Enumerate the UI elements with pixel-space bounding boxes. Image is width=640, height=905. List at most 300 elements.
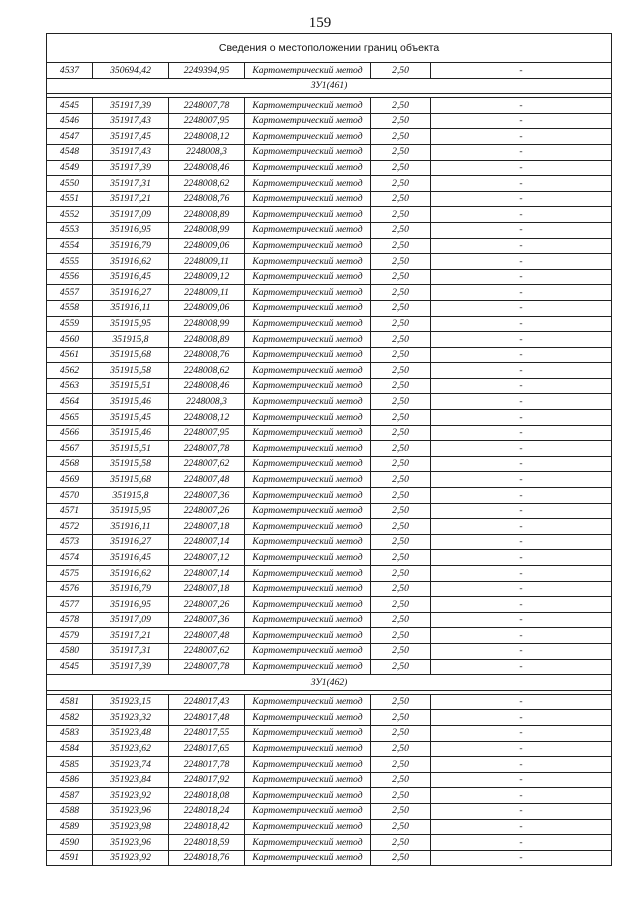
point-number-cell: 4591 bbox=[47, 850, 93, 866]
table-row bbox=[47, 363, 612, 379]
accuracy-cell: 2,50 bbox=[371, 519, 431, 535]
point-number-cell: 4563 bbox=[47, 378, 93, 394]
accuracy-cell: 2,50 bbox=[371, 332, 431, 348]
description-cell: - bbox=[431, 160, 612, 176]
x-coordinate-cell: 351923,62 bbox=[93, 741, 169, 757]
point-number-cell: 4546 bbox=[47, 113, 93, 129]
x-coordinate-cell: 351917,39 bbox=[93, 160, 169, 176]
table-row bbox=[47, 503, 612, 519]
y-coordinate-cell: 2248008,12 bbox=[169, 129, 245, 145]
accuracy-cell: 2,50 bbox=[371, 628, 431, 644]
description-cell: - bbox=[431, 144, 612, 160]
accuracy-cell: 2,50 bbox=[371, 316, 431, 332]
description-cell: - bbox=[431, 332, 612, 348]
point-number-cell: 4582 bbox=[47, 710, 93, 726]
accuracy-cell: 2,50 bbox=[371, 659, 431, 675]
description-cell: - bbox=[431, 550, 612, 566]
description-cell: - bbox=[431, 98, 612, 114]
accuracy-cell: 2,50 bbox=[371, 347, 431, 363]
point-number-cell: 4577 bbox=[47, 597, 93, 613]
point-number-cell: 4569 bbox=[47, 472, 93, 488]
description-cell: - bbox=[431, 659, 612, 675]
method-cell: Картометрический метод bbox=[245, 191, 371, 207]
method-cell: Картометрический метод bbox=[245, 285, 371, 301]
description-cell: - bbox=[431, 757, 612, 773]
description-cell: - bbox=[431, 63, 612, 79]
y-coordinate-cell: 2248007,78 bbox=[169, 441, 245, 457]
method-cell: Картометрический метод bbox=[245, 300, 371, 316]
point-number-cell: 4588 bbox=[47, 803, 93, 819]
point-number-cell: 4555 bbox=[47, 254, 93, 270]
description-cell: - bbox=[431, 519, 612, 535]
table-row bbox=[47, 300, 612, 316]
point-number-cell: 4580 bbox=[47, 643, 93, 659]
accuracy-cell: 2,50 bbox=[371, 725, 431, 741]
x-coordinate-cell: 351916,27 bbox=[93, 534, 169, 550]
table-row bbox=[47, 129, 612, 145]
point-number-cell: 4550 bbox=[47, 176, 93, 192]
point-number-cell: 4565 bbox=[47, 410, 93, 426]
point-number-cell: 4570 bbox=[47, 488, 93, 504]
description-cell: - bbox=[431, 788, 612, 804]
y-coordinate-cell: 2248017,55 bbox=[169, 725, 245, 741]
accuracy-cell: 2,50 bbox=[371, 772, 431, 788]
accuracy-cell: 2,50 bbox=[371, 378, 431, 394]
y-coordinate-cell: 2248008,89 bbox=[169, 207, 245, 223]
table-row bbox=[47, 566, 612, 582]
method-cell: Картометрический метод bbox=[245, 581, 371, 597]
accuracy-cell: 2,50 bbox=[371, 757, 431, 773]
y-coordinate-cell: 2248007,12 bbox=[169, 550, 245, 566]
method-cell: Картометрический метод bbox=[245, 757, 371, 773]
table-row bbox=[47, 176, 612, 192]
y-coordinate-cell: 2248009,11 bbox=[169, 285, 245, 301]
x-coordinate-cell: 351916,45 bbox=[93, 269, 169, 285]
table-row bbox=[47, 694, 612, 710]
point-number-cell: 4567 bbox=[47, 441, 93, 457]
y-coordinate-cell: 2248007,95 bbox=[169, 425, 245, 441]
accuracy-cell: 2,50 bbox=[371, 803, 431, 819]
description-cell: - bbox=[431, 238, 612, 254]
table-row bbox=[47, 835, 612, 851]
y-coordinate-cell: 2248008,62 bbox=[169, 363, 245, 379]
table-row bbox=[47, 643, 612, 659]
y-coordinate-cell: 2248017,48 bbox=[169, 710, 245, 726]
method-cell: Картометрический метод bbox=[245, 643, 371, 659]
description-cell: - bbox=[431, 725, 612, 741]
accuracy-cell: 2,50 bbox=[371, 612, 431, 628]
method-cell: Картометрический метод bbox=[245, 503, 371, 519]
section-label: ЗУ1(462) bbox=[47, 675, 612, 691]
table-title: Сведения о местоположении границ объекта bbox=[47, 34, 612, 63]
point-number-cell: 4579 bbox=[47, 628, 93, 644]
method-cell: Картометрический метод bbox=[245, 441, 371, 457]
x-coordinate-cell: 351915,95 bbox=[93, 316, 169, 332]
accuracy-cell: 2,50 bbox=[371, 222, 431, 238]
method-cell: Картометрический метод bbox=[245, 710, 371, 726]
method-cell: Картометрический метод bbox=[245, 456, 371, 472]
y-coordinate-cell: 2248007,62 bbox=[169, 456, 245, 472]
point-number-cell: 4564 bbox=[47, 394, 93, 410]
table-row bbox=[47, 347, 612, 363]
y-coordinate-cell: 2248008,99 bbox=[169, 222, 245, 238]
point-number-cell: 4573 bbox=[47, 534, 93, 550]
y-coordinate-cell: 2248017,65 bbox=[169, 741, 245, 757]
accuracy-cell: 2,50 bbox=[371, 144, 431, 160]
point-number-cell: 4585 bbox=[47, 757, 93, 773]
method-cell: Картометрический метод bbox=[245, 519, 371, 535]
x-coordinate-cell: 351915,46 bbox=[93, 394, 169, 410]
y-coordinate-cell: 2248017,78 bbox=[169, 757, 245, 773]
description-cell: - bbox=[431, 300, 612, 316]
point-number-cell: 4589 bbox=[47, 819, 93, 835]
table-row bbox=[47, 581, 612, 597]
x-coordinate-cell: 351915,8 bbox=[93, 332, 169, 348]
accuracy-cell: 2,50 bbox=[371, 534, 431, 550]
table-row bbox=[47, 378, 612, 394]
point-number-cell: 4548 bbox=[47, 144, 93, 160]
accuracy-cell: 2,50 bbox=[371, 98, 431, 114]
y-coordinate-cell: 2248018,59 bbox=[169, 835, 245, 851]
table-row bbox=[47, 757, 612, 773]
table-row bbox=[47, 597, 612, 613]
x-coordinate-cell: 351917,39 bbox=[93, 98, 169, 114]
y-coordinate-cell: 2249394,95 bbox=[169, 63, 245, 79]
x-coordinate-cell: 351917,45 bbox=[93, 129, 169, 145]
y-coordinate-cell: 2248007,14 bbox=[169, 566, 245, 582]
table-row bbox=[47, 316, 612, 332]
method-cell: Картометрический метод bbox=[245, 597, 371, 613]
method-cell: Картометрический метод bbox=[245, 63, 371, 79]
description-cell: - bbox=[431, 503, 612, 519]
description-cell: - bbox=[431, 222, 612, 238]
method-cell: Картометрический метод bbox=[245, 819, 371, 835]
description-cell: - bbox=[431, 394, 612, 410]
method-cell: Картометрический метод bbox=[245, 628, 371, 644]
y-coordinate-cell: 2248008,46 bbox=[169, 160, 245, 176]
point-number-cell: 4554 bbox=[47, 238, 93, 254]
x-coordinate-cell: 351915,51 bbox=[93, 378, 169, 394]
x-coordinate-cell: 351917,09 bbox=[93, 207, 169, 223]
point-number-cell: 4578 bbox=[47, 612, 93, 628]
method-cell: Картометрический метод bbox=[245, 160, 371, 176]
point-number-cell: 4537 bbox=[47, 63, 93, 79]
y-coordinate-cell: 2248007,18 bbox=[169, 581, 245, 597]
section-row bbox=[47, 78, 612, 94]
accuracy-cell: 2,50 bbox=[371, 643, 431, 659]
x-coordinate-cell: 351915,8 bbox=[93, 488, 169, 504]
table-row bbox=[47, 98, 612, 114]
method-cell: Картометрический метод bbox=[245, 550, 371, 566]
point-number-cell: 4553 bbox=[47, 222, 93, 238]
point-number-cell: 4557 bbox=[47, 285, 93, 301]
table-row bbox=[47, 425, 612, 441]
point-number-cell: 4568 bbox=[47, 456, 93, 472]
description-cell: - bbox=[431, 425, 612, 441]
table-title-row bbox=[47, 34, 612, 63]
x-coordinate-cell: 351917,09 bbox=[93, 612, 169, 628]
table-row bbox=[47, 222, 612, 238]
point-number-cell: 4552 bbox=[47, 207, 93, 223]
y-coordinate-cell: 2248009,11 bbox=[169, 254, 245, 270]
method-cell: Картометрический метод bbox=[245, 207, 371, 223]
accuracy-cell: 2,50 bbox=[371, 503, 431, 519]
table-row bbox=[47, 285, 612, 301]
accuracy-cell: 2,50 bbox=[371, 300, 431, 316]
y-coordinate-cell: 2248008,76 bbox=[169, 347, 245, 363]
table-row bbox=[47, 394, 612, 410]
y-coordinate-cell: 2248007,48 bbox=[169, 472, 245, 488]
table-row bbox=[47, 519, 612, 535]
description-cell: - bbox=[431, 819, 612, 835]
point-number-cell: 4576 bbox=[47, 581, 93, 597]
table-row bbox=[47, 534, 612, 550]
method-cell: Картометрический метод bbox=[245, 238, 371, 254]
y-coordinate-cell: 2248008,76 bbox=[169, 191, 245, 207]
description-cell: - bbox=[431, 612, 612, 628]
description-cell: - bbox=[431, 254, 612, 270]
point-number-cell: 4571 bbox=[47, 503, 93, 519]
y-coordinate-cell: 2248017,92 bbox=[169, 772, 245, 788]
point-number-cell: 4547 bbox=[47, 129, 93, 145]
method-cell: Картометрический метод bbox=[245, 612, 371, 628]
method-cell: Картометрический метод bbox=[245, 803, 371, 819]
method-cell: Картометрический метод bbox=[245, 254, 371, 270]
description-cell: - bbox=[431, 347, 612, 363]
x-coordinate-cell: 351917,39 bbox=[93, 659, 169, 675]
method-cell: Картометрический метод bbox=[245, 347, 371, 363]
y-coordinate-cell: 2248008,46 bbox=[169, 378, 245, 394]
method-cell: Картометрический метод bbox=[245, 850, 371, 866]
description-cell: - bbox=[431, 363, 612, 379]
method-cell: Картометрический метод bbox=[245, 144, 371, 160]
method-cell: Картометрический метод bbox=[245, 472, 371, 488]
table-row bbox=[47, 788, 612, 804]
x-coordinate-cell: 351917,43 bbox=[93, 144, 169, 160]
description-cell: - bbox=[431, 176, 612, 192]
accuracy-cell: 2,50 bbox=[371, 160, 431, 176]
method-cell: Картометрический метод bbox=[245, 788, 371, 804]
description-cell: - bbox=[431, 850, 612, 866]
method-cell: Картометрический метод bbox=[245, 741, 371, 757]
x-coordinate-cell: 351916,45 bbox=[93, 550, 169, 566]
x-coordinate-cell: 351915,68 bbox=[93, 347, 169, 363]
y-coordinate-cell: 2248007,36 bbox=[169, 488, 245, 504]
point-number-cell: 4556 bbox=[47, 269, 93, 285]
accuracy-cell: 2,50 bbox=[371, 710, 431, 726]
point-number-cell: 4545 bbox=[47, 98, 93, 114]
table-row bbox=[47, 612, 612, 628]
section-row bbox=[47, 675, 612, 691]
point-number-cell: 4545 bbox=[47, 659, 93, 675]
point-number-cell: 4558 bbox=[47, 300, 93, 316]
table-row bbox=[47, 332, 612, 348]
x-coordinate-cell: 351916,62 bbox=[93, 254, 169, 270]
x-coordinate-cell: 351923,92 bbox=[93, 850, 169, 866]
description-cell: - bbox=[431, 410, 612, 426]
description-cell: - bbox=[431, 803, 612, 819]
method-cell: Картометрический метод bbox=[245, 363, 371, 379]
method-cell: Картометрический метод bbox=[245, 534, 371, 550]
accuracy-cell: 2,50 bbox=[371, 285, 431, 301]
point-number-cell: 4562 bbox=[47, 363, 93, 379]
x-coordinate-cell: 351915,45 bbox=[93, 410, 169, 426]
x-coordinate-cell: 351915,68 bbox=[93, 472, 169, 488]
description-cell: - bbox=[431, 534, 612, 550]
description-cell: - bbox=[431, 269, 612, 285]
point-number-cell: 4574 bbox=[47, 550, 93, 566]
table-row bbox=[47, 207, 612, 223]
x-coordinate-cell: 351923,84 bbox=[93, 772, 169, 788]
accuracy-cell: 2,50 bbox=[371, 425, 431, 441]
description-cell: - bbox=[431, 207, 612, 223]
table-row bbox=[47, 628, 612, 644]
description-cell: - bbox=[431, 597, 612, 613]
description-cell: - bbox=[431, 643, 612, 659]
x-coordinate-cell: 351917,31 bbox=[93, 176, 169, 192]
accuracy-cell: 2,50 bbox=[371, 581, 431, 597]
description-cell: - bbox=[431, 566, 612, 582]
x-coordinate-cell: 350694,42 bbox=[93, 63, 169, 79]
point-number-cell: 4551 bbox=[47, 191, 93, 207]
y-coordinate-cell: 2248007,62 bbox=[169, 643, 245, 659]
y-coordinate-cell: 2248007,26 bbox=[169, 597, 245, 613]
description-cell: - bbox=[431, 129, 612, 145]
x-coordinate-cell: 351923,92 bbox=[93, 788, 169, 804]
x-coordinate-cell: 351923,48 bbox=[93, 725, 169, 741]
table-row bbox=[47, 659, 612, 675]
table-row bbox=[47, 488, 612, 504]
y-coordinate-cell: 2248018,42 bbox=[169, 819, 245, 835]
table-row bbox=[47, 710, 612, 726]
y-coordinate-cell: 2248009,06 bbox=[169, 300, 245, 316]
table-row bbox=[47, 741, 612, 757]
y-coordinate-cell: 2248007,36 bbox=[169, 612, 245, 628]
y-coordinate-cell: 2248007,78 bbox=[169, 659, 245, 675]
method-cell: Картометрический метод bbox=[245, 659, 371, 675]
table-row bbox=[47, 269, 612, 285]
point-number-cell: 4584 bbox=[47, 741, 93, 757]
description-cell: - bbox=[431, 694, 612, 710]
accuracy-cell: 2,50 bbox=[371, 819, 431, 835]
description-cell: - bbox=[431, 741, 612, 757]
x-coordinate-cell: 351917,31 bbox=[93, 643, 169, 659]
method-cell: Картометрический метод bbox=[245, 269, 371, 285]
accuracy-cell: 2,50 bbox=[371, 113, 431, 129]
x-coordinate-cell: 351917,21 bbox=[93, 628, 169, 644]
y-coordinate-cell: 2248007,14 bbox=[169, 534, 245, 550]
point-number-cell: 4586 bbox=[47, 772, 93, 788]
y-coordinate-cell: 2248018,24 bbox=[169, 803, 245, 819]
accuracy-cell: 2,50 bbox=[371, 207, 431, 223]
y-coordinate-cell: 2248009,12 bbox=[169, 269, 245, 285]
point-number-cell: 4575 bbox=[47, 566, 93, 582]
accuracy-cell: 2,50 bbox=[371, 176, 431, 192]
point-number-cell: 4583 bbox=[47, 725, 93, 741]
description-cell: - bbox=[431, 456, 612, 472]
method-cell: Картометрический метод bbox=[245, 394, 371, 410]
x-coordinate-cell: 351923,96 bbox=[93, 803, 169, 819]
point-number-cell: 4561 bbox=[47, 347, 93, 363]
table-row bbox=[47, 441, 612, 457]
method-cell: Картометрический метод bbox=[245, 410, 371, 426]
method-cell: Картометрический метод bbox=[245, 129, 371, 145]
method-cell: Картометрический метод bbox=[245, 694, 371, 710]
description-cell: - bbox=[431, 628, 612, 644]
description-cell: - bbox=[431, 441, 612, 457]
accuracy-cell: 2,50 bbox=[371, 363, 431, 379]
method-cell: Картометрический метод bbox=[245, 488, 371, 504]
table-row bbox=[47, 160, 612, 176]
accuracy-cell: 2,50 bbox=[371, 410, 431, 426]
table-row bbox=[47, 725, 612, 741]
accuracy-cell: 2,50 bbox=[371, 550, 431, 566]
table-row bbox=[47, 113, 612, 129]
description-cell: - bbox=[431, 113, 612, 129]
accuracy-cell: 2,50 bbox=[371, 238, 431, 254]
y-coordinate-cell: 2248009,06 bbox=[169, 238, 245, 254]
description-cell: - bbox=[431, 835, 612, 851]
x-coordinate-cell: 351923,32 bbox=[93, 710, 169, 726]
method-cell: Картометрический метод bbox=[245, 98, 371, 114]
y-coordinate-cell: 2248008,99 bbox=[169, 316, 245, 332]
method-cell: Картометрический метод bbox=[245, 222, 371, 238]
x-coordinate-cell: 351923,74 bbox=[93, 757, 169, 773]
table-row bbox=[47, 772, 612, 788]
y-coordinate-cell: 2248008,62 bbox=[169, 176, 245, 192]
y-coordinate-cell: 2248008,3 bbox=[169, 394, 245, 410]
point-number-cell: 4572 bbox=[47, 519, 93, 535]
y-coordinate-cell: 2248018,76 bbox=[169, 850, 245, 866]
accuracy-cell: 2,50 bbox=[371, 269, 431, 285]
accuracy-cell: 2,50 bbox=[371, 488, 431, 504]
table-row bbox=[47, 191, 612, 207]
point-number-cell: 4566 bbox=[47, 425, 93, 441]
section-label: ЗУ1(461) bbox=[47, 78, 612, 94]
y-coordinate-cell: 2248008,3 bbox=[169, 144, 245, 160]
y-coordinate-cell: 2248017,43 bbox=[169, 694, 245, 710]
x-coordinate-cell: 351915,58 bbox=[93, 456, 169, 472]
accuracy-cell: 2,50 bbox=[371, 472, 431, 488]
boundary-table bbox=[46, 33, 612, 866]
description-cell: - bbox=[431, 316, 612, 332]
accuracy-cell: 2,50 bbox=[371, 850, 431, 866]
method-cell: Картометрический метод bbox=[245, 316, 371, 332]
accuracy-cell: 2,50 bbox=[371, 788, 431, 804]
y-coordinate-cell: 2248008,89 bbox=[169, 332, 245, 348]
x-coordinate-cell: 351916,27 bbox=[93, 285, 169, 301]
table-row bbox=[47, 410, 612, 426]
accuracy-cell: 2,50 bbox=[371, 741, 431, 757]
accuracy-cell: 2,50 bbox=[371, 835, 431, 851]
y-coordinate-cell: 2248007,26 bbox=[169, 503, 245, 519]
method-cell: Картометрический метод bbox=[245, 725, 371, 741]
description-cell: - bbox=[431, 488, 612, 504]
table-row bbox=[47, 144, 612, 160]
description-cell: - bbox=[431, 472, 612, 488]
accuracy-cell: 2,50 bbox=[371, 456, 431, 472]
method-cell: Картометрический метод bbox=[245, 332, 371, 348]
method-cell: Картометрический метод bbox=[245, 772, 371, 788]
point-number-cell: 4559 bbox=[47, 316, 93, 332]
point-number-cell: 4560 bbox=[47, 332, 93, 348]
method-cell: Картометрический метод bbox=[245, 566, 371, 582]
table-row bbox=[47, 472, 612, 488]
description-cell: - bbox=[431, 191, 612, 207]
table-row bbox=[47, 63, 612, 79]
accuracy-cell: 2,50 bbox=[371, 441, 431, 457]
y-coordinate-cell: 2248007,48 bbox=[169, 628, 245, 644]
